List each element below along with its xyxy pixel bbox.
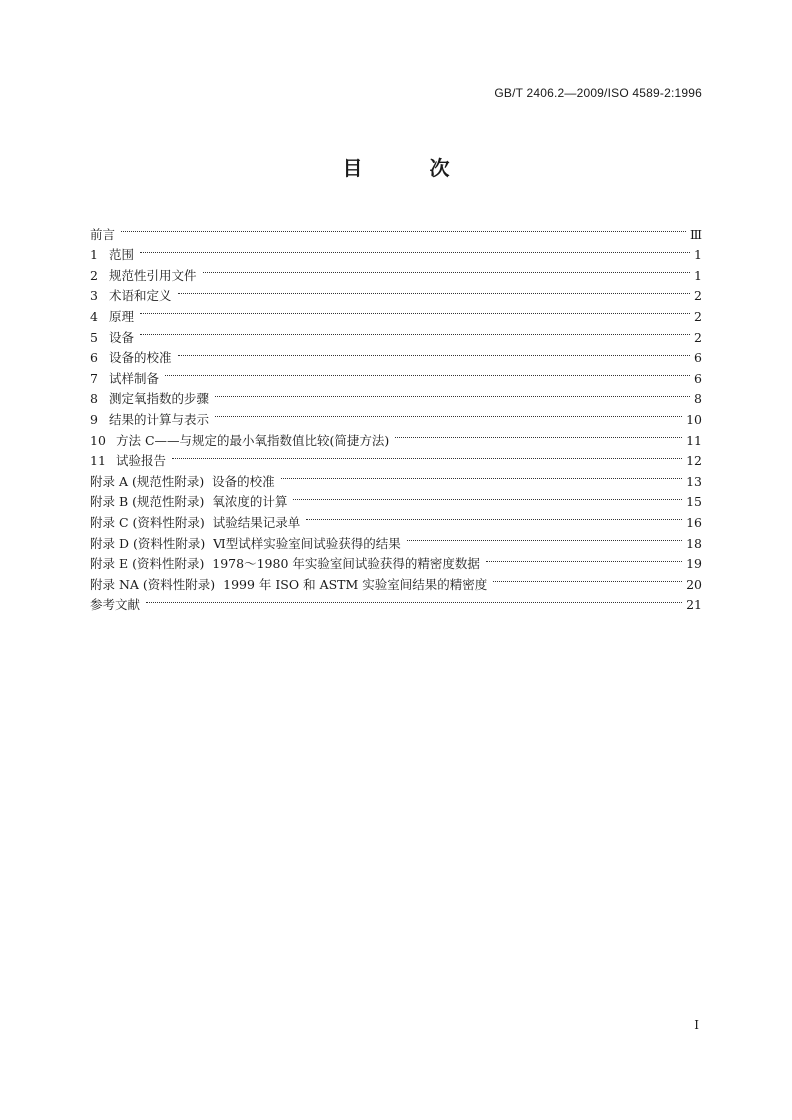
toc-entry-number: 6 [90, 350, 98, 366]
toc-entry-title: 规范性引用文件 [109, 267, 197, 283]
toc-entry[interactable] [90, 383, 702, 407]
toc-entry-title: 结果的计算与表示 [109, 411, 210, 427]
toc-entry-title: 附录 A (规范性附录) 设备的校准 [90, 473, 275, 489]
toc-entry-label-group [90, 389, 209, 410]
toc-entry-page: 6 [694, 350, 702, 366]
toc-entry-title: 前言 [90, 226, 116, 242]
toc-entry[interactable] [90, 300, 702, 324]
toc-entry-label-group [90, 492, 287, 513]
toc-dot-leader [178, 280, 690, 301]
toc-entry-number: 11 [90, 453, 106, 469]
toc-dot-leader [215, 403, 682, 424]
toc-entry-label-group [90, 534, 401, 555]
page-number: I [694, 1018, 699, 1032]
toc-dot-leader [172, 445, 682, 466]
toc-dot-leader [140, 239, 690, 260]
toc-entry-title: 设备 [109, 329, 135, 345]
toc-entry-label-group [90, 348, 172, 369]
toc-entry-label-group [90, 245, 134, 266]
toc-dot-leader [140, 321, 690, 342]
toc-entry-title: 附录 B (规范性附录) 氧浓度的计算 [90, 494, 288, 510]
toc-entry-title: 方法 C——与规定的最小氧指数值比较(简捷方法) [116, 432, 390, 448]
document-standard-number: GB/T 2406.2—2009/ISO 4589-2:1996 [494, 86, 702, 100]
toc-entry-title: 附录 NA (资料性附录) 1999 年 ISO 和 ASTM 实验室间结果的精密度 [90, 576, 488, 592]
toc-entry-page: 6 [694, 370, 702, 386]
toc-entry-page: 19 [686, 556, 702, 572]
toc-entry-title: 测定氧指数的步骤 [109, 391, 210, 407]
toc-entry[interactable] [90, 280, 702, 304]
toc-entry[interactable] [90, 445, 702, 469]
toc-entry-page: Ⅲ [689, 226, 702, 242]
toc-entry-number: 2 [90, 267, 98, 283]
toc-entry-number: 5 [90, 329, 98, 345]
toc-entry-page: 2 [694, 329, 702, 345]
toc-entry-title: 原理 [109, 308, 135, 324]
toc-entry-title: 术语和定义 [109, 288, 172, 304]
toc-entry-page: 11 [686, 432, 702, 448]
toc-entry-page: 2 [694, 288, 702, 304]
toc-entry-number: 10 [90, 432, 106, 448]
toc-entry-page: 1 [694, 267, 702, 283]
toc-entry-number: 7 [90, 370, 98, 386]
toc-entry-number: 4 [90, 308, 98, 324]
toc-entry[interactable] [90, 239, 702, 263]
toc-dot-leader [146, 589, 682, 610]
toc-entry-title: 范围 [109, 247, 135, 263]
toc-entry-label-group [90, 307, 134, 328]
toc-entry-label-group [90, 225, 115, 246]
toc-dot-leader [493, 568, 682, 589]
toc-entry-page: 20 [686, 576, 702, 592]
toc-dot-leader [281, 465, 682, 486]
toc-entry[interactable] [90, 589, 702, 613]
toc-dot-leader [407, 527, 682, 548]
toc-entry[interactable] [90, 218, 702, 242]
toc-dot-leader [121, 218, 686, 239]
toc-entry-page: 16 [686, 514, 702, 530]
toc-dot-leader [165, 362, 690, 383]
toc-entry[interactable] [90, 362, 702, 386]
toc-entry-title: 试验报告 [116, 453, 167, 469]
toc-entry-title: 附录 E (资料性附录) 1978～1980 年实验室间试验获得的精密度数据 [90, 556, 480, 572]
toc-entry-label-group [90, 410, 209, 431]
toc-entry-page: 21 [686, 597, 702, 613]
toc-entry-label-group [90, 369, 159, 390]
toc-dot-leader [486, 548, 682, 569]
toc-entry-page: 1 [694, 247, 702, 263]
toc-entry-title: 参考文献 [90, 597, 141, 613]
toc-entry-label-group [90, 472, 275, 493]
toc-entry-label-group [90, 513, 300, 534]
toc-entry-title: 附录 D (资料性附录) Ⅵ型试样实验室间试验获得的结果 [90, 535, 401, 551]
toc-entry-page: 2 [694, 308, 702, 324]
toc-entry-label-group [90, 451, 166, 472]
table-of-contents [90, 218, 702, 613]
toc-entry-page: 12 [686, 453, 702, 469]
toc-dot-leader [306, 506, 682, 527]
toc-entry-label-group [90, 554, 480, 575]
toc-dot-leader [140, 300, 690, 321]
toc-entry[interactable] [90, 259, 702, 283]
page-title: 目 次 [342, 156, 480, 180]
toc-dot-leader [293, 486, 682, 507]
toc-dot-leader [178, 342, 690, 363]
toc-entry[interactable] [90, 465, 702, 489]
toc-entry-page: 10 [686, 411, 702, 427]
toc-dot-leader [395, 424, 682, 445]
toc-entry-title: 附录 C (资料性附录) 试验结果记录单 [90, 514, 301, 530]
toc-dot-leader [215, 383, 690, 404]
toc-entry[interactable] [90, 342, 702, 366]
toc-entry[interactable] [90, 321, 702, 345]
toc-entry-page: 8 [694, 391, 702, 407]
toc-entry-page: 15 [686, 494, 702, 510]
toc-entry-page: 13 [686, 473, 702, 489]
toc-dot-leader [203, 259, 690, 280]
toc-entry-label-group [90, 595, 140, 616]
toc-entry-number: 9 [90, 411, 98, 427]
toc-entry-number: 3 [90, 288, 98, 304]
toc-entry-label-group [90, 328, 134, 349]
toc-entry-number: 1 [90, 247, 98, 263]
toc-entry-page: 18 [686, 535, 702, 551]
toc-entry-number: 8 [90, 391, 98, 407]
toc-entry-title: 设备的校准 [109, 350, 172, 366]
toc-entry-title: 试样制备 [109, 370, 160, 386]
